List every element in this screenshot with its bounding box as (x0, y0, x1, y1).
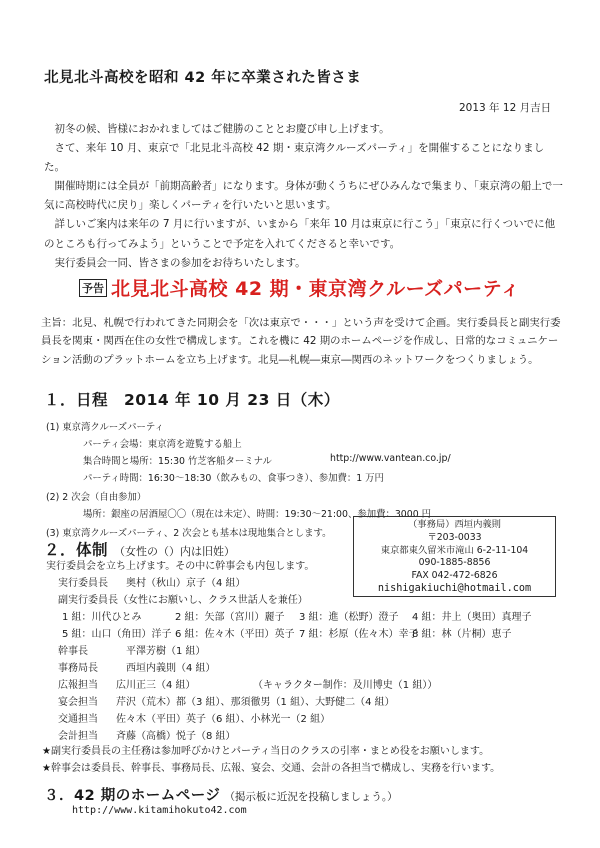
role-label-accounting: 会計担当 (58, 731, 98, 742)
vice-chair-duty-note: ★副実行委員長の主任務は参加呼びかけとパーティ当日のクラスの引率・まとめ役をお願いします。 (42, 746, 490, 757)
event-title: 北見北斗高校 42 期・東京湾クルーズパーティ (111, 278, 521, 300)
role-banquet: 芹沢（荒木）都（3 組）、那須徹男（1 組）、大野健二（4 組） (116, 697, 395, 708)
venue-website-link[interactable]: http://www.vantean.co.jp/ (330, 453, 451, 464)
purpose-paragraph (41, 314, 561, 369)
cruise-item: (1) 東京湾クルーズパーティ (46, 422, 164, 433)
notice-badge: 予告 (79, 279, 107, 297)
office-email[interactable]: nishigakiuchi@hotmail.com (377, 582, 532, 594)
steering-committee-note: ★幹事会は委員長、幹事長、事務局長、広報、宴会、交通、会計の各担当で構成し、実務を行います。 (42, 763, 501, 774)
letter-date: 2013 年 12 月吉日 (459, 102, 552, 114)
greeting-heading: 北見北斗高校を昭和 42 年に卒業された皆さま (44, 70, 362, 86)
organization-title: ２．体制 (44, 541, 109, 559)
vice-chair-class-5: 5 組：山口（角田）洋子 (62, 629, 172, 640)
intro-letter (44, 120, 564, 273)
venue-line: パーティ会場：東京湾を遊覧する船上 (83, 439, 242, 450)
vice-chair-class-6: 6 組：佐々木（平田）英子 (175, 629, 295, 640)
schedule-heading: １．日程 2014 年 10 月 23 日（木） (44, 391, 340, 409)
after-party-item: (2) 2 次会（自由参加） (46, 492, 147, 503)
office-fax: FAX 042-472-6826 (411, 570, 498, 582)
role-label-office-head: 事務局長 (58, 663, 98, 674)
role-accounting: 斉藤（高橋）悦子（8 組） (116, 731, 236, 742)
vice-chair-class-1: 1 組：川代ひとみ (62, 612, 142, 623)
vice-chair-heading: 副実行委員長（女性にお願いし、クラス世話人を兼任） (58, 595, 308, 606)
purpose-text: 主旨：北見、札幌で行われてきた同期会を「次は東京で・・・」という声を受けて企画。実行委員長と副実行委員長を関東・関西在住の女性で構成します。これを機に 42 期のホームページを作成し、日常的なコミュニケーション活動のプラットホームを立ち上げます。北見―札幌―東京―関西のネットワークをつくりましょう。 (41, 317, 561, 366)
role-character-design: （キャラクター制作：及川博史（1 組）） (253, 680, 438, 691)
role-pr: 広川正三（4 組） (116, 680, 196, 691)
office-name: （事務局）西垣内義則 (408, 519, 501, 530)
intro-paragraph-5: 実行委員会一同、皆さまの参加をお待ちいたします。 (54, 256, 306, 269)
organization-note: （女性の（）内は旧姓） (114, 545, 236, 558)
office-postal: 〒203-0033 (427, 531, 482, 543)
homepage-title: ３．42 期のホームページ (44, 788, 221, 804)
meeting-note-item: (3) 東京湾クルーズパーティ、2 次会とも基本は現地集合とします。 (46, 528, 332, 539)
homepage-note: （掲示板に近況を投稿しましょう。） (224, 791, 398, 803)
role-label-transport: 交通担当 (58, 714, 98, 725)
office-phone: 090-1885-8856 (418, 557, 491, 569)
event-banner (79, 274, 520, 301)
role-label-banquet: 宴会担当 (58, 697, 98, 708)
vice-chair-class-2: 2 組：矢部（宮川）麗子 (175, 612, 285, 623)
homepage-url-link[interactable]: http://www.kitamihokuto42.com (72, 805, 247, 816)
intro-paragraph-1: 初冬の候、皆様におかれましてはご健勝のこととお慶び申し上げます。 (54, 123, 390, 135)
homepage-heading (44, 784, 398, 805)
vice-chair-class-3: 3 組：進（松野）澄子 (299, 612, 399, 623)
intro-paragraph-4: 詳しいご案内は来年の 7 月に行いますが、いまから「来年 10 月は東京に行こう」「東京に行くついでに他のところも行ってみよう」ということで予定を入れてくださると幸いです。 (44, 218, 556, 250)
party-time-line: パーティ時間：16:30～18:30（飲みもの、食事つき）、参加費：1 万円 (83, 473, 384, 484)
role-label-secretary-general: 幹事長 (58, 646, 88, 657)
role-label-pr: 広報担当 (58, 680, 98, 691)
after-party-place: 場所：銀座の居酒屋〇〇（現在は未定）、時間：19:30～21:00、参加費：3000 円 (83, 509, 432, 520)
vice-chair-class-7: 7 組：杉原（佐々木）幸子 (299, 629, 419, 640)
chair-label: 実行委員長 (58, 578, 108, 589)
chair-name: 奥村（秋山）京子（4 組） (126, 578, 246, 589)
role-transport: 佐々木（平田）英子（6 組）、小林光一（2 組） (116, 714, 331, 725)
role-office-head: 西垣内義則（4 組） (126, 663, 216, 674)
role-secretary-general: 平澤芳樹（1 組） (126, 646, 206, 657)
intro-paragraph-2: さて、来年 10 月、東京で「北見北斗高校 42 期・東京湾クルーズパーティ」を開催することになりました。 (44, 142, 545, 174)
vice-chair-class-8: 8 組：林（片桐）恵子 (412, 629, 512, 640)
intro-paragraph-3: 開催時期には全員が「前期高齢者」になります。身体が動くうちにぜひみんなで集まり、「東京湾の船上で一気に高校時代に戻り」楽しくパーティを行いたいと思います。 (44, 180, 563, 212)
committee-intro: 実行委員会を立ち上げます。その中に幹事会も内包します。 (46, 561, 315, 572)
office-address: 東京都東久留米市滝山 6-2-11-104 (380, 544, 529, 556)
vice-chair-class-4: 4 組：井上（奥田）真理子 (412, 612, 532, 623)
meeting-line: 集合時間と場所：15:30 竹芝客船ターミナル (83, 456, 272, 467)
office-contact-box (353, 516, 556, 597)
